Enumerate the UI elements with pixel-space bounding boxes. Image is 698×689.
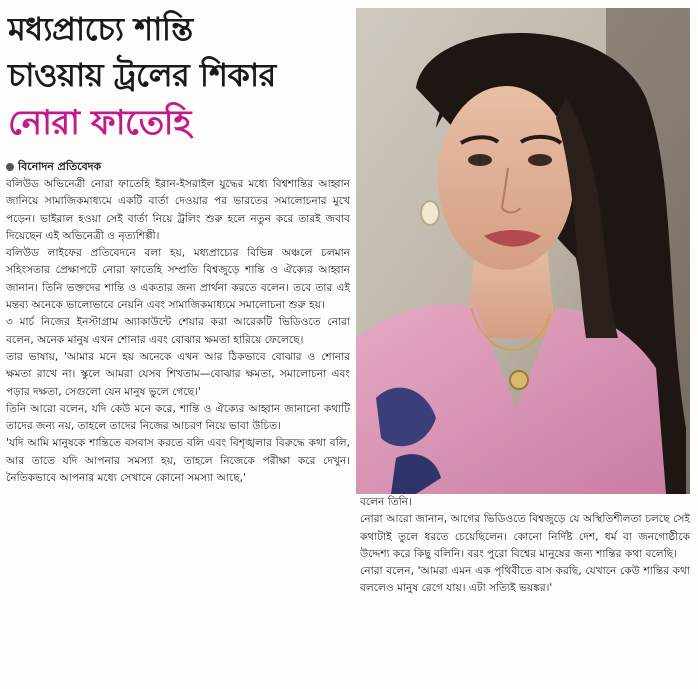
- portrait-photo: [356, 8, 690, 494]
- headline: [8, 6, 348, 148]
- paragraph: ৩ মার্চ নিজের ইনস্টাগ্রাম অ্যাকাউন্টে শেয়ার করা আরেকটি ভিডিওতে নোরা বলেন, অনেক মানুষ এখন শোনার এবং বোঝার ক্ষমতা হারিয়ে ফেলেছে।: [6, 316, 350, 346]
- paragraph: 'যদি আমি মানুষকে শান্তিতে বসবাস করতে বলি এবং বিশৃঙ্খলার বিরুদ্ধে কথা বলি, আর তাতে যদি আপনার সমস্যা হয়, তাহলে নিজেকে পরীক্ষা করে দেখুন। নৈতিকভাবে আপনার মধ্যে সেখানে কোনো সমস্যা আছে,': [6, 437, 350, 485]
- article-body-left: [6, 158, 350, 487]
- paragraph: বলিউড অভিনেত্রী নোরা ফাতেহি ইরান-ইসরাইল যুদ্ধের মধ্যে বিশ্বশান্তির আহ্বান জানিয়ে সামাজিকমাধ্যমে একটি বার্তা দেওয়ার পর ভারতের সমালোচনার মুখে পড়েন। ভাইরাল হওয়া সেই বার্তা নিয়ে ট্রলিং শুরু হলে নতুন করে তারই জবাব দিয়েছেন এই অভিনেত্রী ও নৃত্যশিল্পী।: [6, 178, 350, 242]
- paragraph: তার ভাষায়, 'আমার মনে হয় অনেকে এখন আর ঠিকভাবে বোঝার ও শোনার ক্ষমতা রাখে না। স্কুলে আমরা যেসব শিখতাম—বোঝার ক্ষমতা, সমালোচনা এবং পড়ার দক্ষতা, সেগুলো যেন মানুষ ভুলে গেছে।': [6, 350, 350, 398]
- article-body-right: [360, 494, 690, 598]
- bullet-icon: [6, 163, 14, 171]
- paragraph: নোরা বলেন, 'আমরা এমন এক পৃথিবীতে বাস করছি, যেখানে কেউ শান্তির কথা বললেও মানুষ রেগে যায়। এটা সত্যিই ভয়ঙ্কর।': [360, 565, 690, 595]
- portrait-illustration: [356, 8, 690, 494]
- paragraph: তিনি আরো বলেন, যদি কেউ মনে করে, শান্তি ও ঐক্যের আহ্বান জানানো কথাটি তাদের জন্য নয়, তাহলে তাদের নিজের আচরণ নিয়ে ভাবা উচিত।: [6, 402, 350, 433]
- byline-text: বিনোদন প্রতিবেদক: [18, 160, 102, 173]
- paragraph: বলিউড লাইফের প্রতিবেদনে বলা হয়, মধ্যপ্রাচ্যের বিভিন্ন অঞ্চলে চলমান সহিংসতার প্রেক্ষাপটে নোরা ফাতেহি সম্প্রতি বিশ্বজুড়ে শান্তি ও ঐক্যের আহ্বান জানান। তিনি ভক্তদের শান্তি ও একতার জন্য প্রার্থনা করতে বলেন। তবে তার এই মন্তব্য অনেকে ভালোভাবে নেয়নি এবং সামাজিকমাধ্যমে সমালোচনা শুরু হয়।: [6, 247, 350, 312]
- byline: [6, 158, 350, 176]
- paragraph: নোরা আরো জানান, আগের ভিডিওতে বিশ্বজুড়ে যে অস্থিতিশীলতা চলছে সেই কথাটাই তুলে ধরতে চেয়েছিলেন। কোনো নির্দিষ্ট দেশ, ধর্ম বা জনগোষ্ঠীকে উদ্দেশ্য করে কিছু বলিনি। বরং পুরো বিশ্বের মানুষের জন্য শান্তির কথা বলেছি।: [360, 513, 690, 560]
- headline-name: নোরা ফাতেহি: [8, 103, 191, 143]
- paragraph: বলেন তিনি।: [360, 496, 412, 508]
- headline-line-2: চাওয়ায় ট্রলের শিকার: [8, 56, 276, 94]
- headline-line-1: মধ্যপ্রাচ্যে শান্তি: [8, 10, 193, 48]
